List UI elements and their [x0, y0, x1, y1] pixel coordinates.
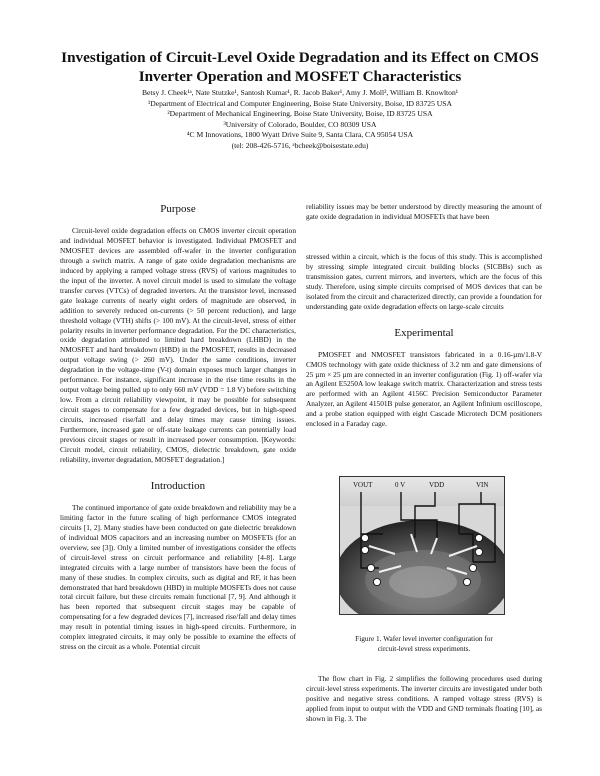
- wafer-probe-photo: [339, 476, 505, 615]
- sicbb-paragraph: stressed within a circuit, which is the focus of this study. This is accomplished by stressing simple integrated circuit building blocks (SICBBs) such as transmission gates, current mirrors, and inverters, which are the focus of this study. Therefore, using simple circuits comprised of MOS devices that can be isolated from the circuit and characterized directly, can provide a foundation for understanding gate oxide degradation effects on large-scale circuits: [306, 251, 542, 311]
- introduction-paragraph: The continued importance of gate oxide breakdown and reliability may be a limiting factor in the future scaling of high performance CMOS integrated circuits [1, 2]. Many studies have been conducted on gate dielectric breakdown of individual MOS capacitors and an increasing number on MOSFETs (for an overview, see [3]). Only a limited number of investigations consider the effects of circuit-level stress on circuit performance and reliability [4-8]. Large integrated circuits with a large number of transistors have been the focus of many of these studies. In complex circuits, such as digital and RF, it has been demonstrated that hard breakdown (HBD) in multiple MOSFETs does not cause total circuit failure, but these circuits remain functional [7, 9]. And although it has been reported that subsequent circuit stages may be capable of compensating for a few degraded devices [7], increased rise/fall and delay times may result in potential timing issues in high-speed circuits. Furthermore, in complex integrated circuits, it may only be possible to examine the effects of stress on the circuit as a whole. Potential circuit: [60, 502, 296, 652]
- purpose-paragraph: Circuit-level oxide degradation effects on CMOS inverter circuit operation and individual MOSFET behavior is investigated. Individual PMOSFET and NMOSFET devices are assembled off-wafer in the inverter configuration through a switch matrix. A range of gate oxide degradation mechanisms are induced by applying a ramped voltage stress (RVS) of various magnitudes to the input of the inverter. A novel circuit model is used to simulate the voltage transfer curves (VTCs) of degraded inverters. At the transistor level, increased gate leakage currents of nearly eight orders of magnitude are observed, in addition to severely reduced on-currents (> 50 percent reduction), and large threshold voltage (VTH) shifts (> 100 mV). At the circuit-level, stress of either polarity results in inverter performance degradation. For the DC characteristics, oxide degradation attributed to limited hard breakdown (LHBD) in the NMOSFET and hard breakdown (HBD) in the PMOSFET, results in decreased output voltage swing (> 260 mV). Under the same conditions, inverter degradation in the voltage-time (V-t) domain exposes much larger changes in performance. For instance, significant increase in the rise time results in the output voltage being pulled up to only 660 mV (VDD = 1.8 V) before switching low. From a circuit reliability viewpoint, it may be possible for subsequent circuit stages to compensate for a few degraded devices, but in high-speed circuits, increased rise/fall and delay times may cause timing issues. Furthermore, increased gate or off-state leakage currents can potentially load previous circuit stages or result in increased power consumption. [Keywords: Circuit model, circuit reliability, CMOS, dielectric breakdown, gate oxide reliability, inverter degradation, MOSFET degradation.]: [60, 226, 296, 464]
- caption-line-2: circuit-level stress experiments.: [377, 644, 471, 653]
- figure-1-caption: [306, 634, 542, 654]
- label-0v: 0 V: [395, 481, 406, 489]
- author-names: Betsy J. Cheek¹ᵃ, Nate Stutzke¹, Santosh Kumar¹, R. Jacob Baker¹, Amy J. Moll², William B. Knowlton¹: [141, 88, 459, 97]
- right-column-bottom: [306, 674, 542, 724]
- affiliation-1: ¹Department of Electrical and Computer Engineering, Boise State University, Boise, ID 83725 USA: [148, 98, 452, 108]
- label-vin: VIN: [476, 481, 489, 489]
- figure-1-wafer-photo: [339, 476, 505, 615]
- label-vdd: VDD: [429, 481, 445, 489]
- experimental-heading: Experimental: [394, 326, 454, 339]
- right-column: [306, 202, 542, 429]
- title-line-1: Investigation of Circuit-Level Oxide Degradation and its Effect on CMOS: [61, 49, 539, 66]
- purpose-heading: Purpose: [160, 203, 196, 215]
- author-block: [40, 88, 560, 152]
- affiliation-2: ²Department of Mechanical Engineering, Boise State University, Boise, ID 83725 USA: [167, 109, 433, 119]
- left-column: [60, 202, 296, 652]
- contact-info: (tel: 208-426-5716, ᵃbcheek@boisestate.edu): [231, 140, 369, 150]
- continuation-paragraph: reliability issues may be better understood by directly measuring the amount of gate oxide degradation in individual MOSFETs that have been: [306, 202, 542, 221]
- caption-line-1: Figure 1. Wafer level inverter configuration for: [355, 634, 493, 643]
- paper-title: [40, 48, 560, 86]
- label-vout: VOUT: [353, 481, 373, 489]
- title-line-2: Inverter Operation and MOSFET Characteristics: [138, 68, 462, 85]
- introduction-heading: Introduction: [150, 479, 206, 492]
- flow-chart-paragraph: The flow chart in Fig. 2 simplifies the following procedures used during circuit-level stress experiments. The inverter circuits are investigated under both positive and negative stress conditions. A ramped voltage stress (RVS) is applied from input to output with the VDD and GND terminals floating [10], as shown in Fig. 3. The: [306, 674, 543, 723]
- affiliation-4: ⁴C M Innovations, 1800 Wyatt Drive Suite 9, Santa Clara, CA 95054 USA: [186, 130, 414, 140]
- affiliation-3: ³University of Colorado, Boulder, CO 80309 USA: [223, 119, 377, 129]
- experimental-paragraph: PMOSFET and NMOSFET transistors fabricated in a 0.16-µm/1.8-V CMOS technology with gate oxide thickness of 3.2 nm and gate dimensions of 25 µm × 25 µm are connected in an inverter configuration (Fig. 1) off-wafer via an Agilent E5250A low leakage switch matrix. Characterization and stress tests are performed with an Agilent 4156C Precision Semiconductor Parameter Analyzer, an Agilent 41501B pulse generator, an Agilent Infinium oscilloscope, and a probe station equipped with eight Cascade Microtech DCM positioners enclosed in a Faraday cage.: [306, 349, 542, 429]
